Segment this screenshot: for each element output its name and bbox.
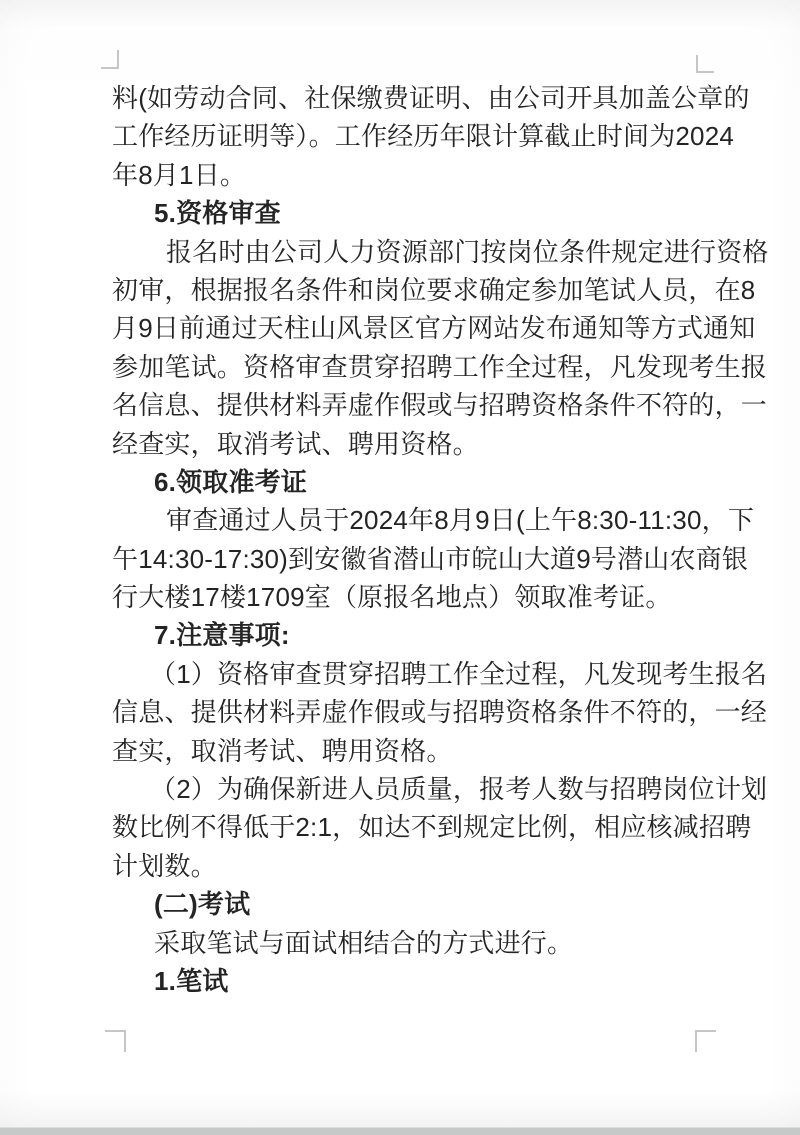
doc-line: 初审，根据报名条件和岗位要求确定参加笔试人员，在8 (112, 274, 756, 305)
doc-line: （1）资格审查贯穿招聘工作全过程，凡发现考生报名 (150, 658, 768, 689)
doc-line: 行大楼17楼1709室（原报名地点）领取准考证。 (112, 582, 672, 613)
document-text (112, 79, 769, 1000)
doc-line: （2）为确保新进人员质量，报考人数与招聘岗位计划 (150, 774, 768, 805)
bottom-edge-bar (0, 1127, 800, 1135)
doc-line: 年8月1日。 (112, 159, 247, 190)
section-heading: 7.注意事项: (154, 620, 290, 651)
doc-line: 查实，取消考试、聘用资格。 (112, 735, 453, 766)
page-corner-mark-bottom-right (695, 1030, 716, 1052)
doc-line: 计划数。 (112, 850, 217, 881)
doc-line: 工作经历证明等）。工作经历年限计算截止时间为2024 (112, 121, 735, 152)
doc-line: 数比例不得低于2:1，如达不到规定比例，相应核减招聘 (112, 812, 752, 843)
page-corner-mark-top-right (696, 55, 714, 73)
doc-line: 信息、提供材料弄虚作假或与招聘资格条件不符的，一经 (112, 697, 768, 728)
doc-line: 报名时由公司人力资源部门按岗位条件规定进行资格 (166, 236, 769, 267)
section-heading: 1.笔试 (154, 965, 229, 996)
doc-line: 料(如劳动合同、社保缴费证明、由公司开具加盖公章的 (112, 83, 750, 113)
doc-line: 采取笔试与面试相结合的方式进行。 (154, 927, 574, 958)
section-heading: (二)考试 (154, 889, 251, 920)
page-corner-mark-top-left (101, 50, 119, 69)
doc-line: 经查实，取消考试、聘用资格。 (112, 428, 479, 459)
doc-line: 审查通过人员于2024年8月9日(上午8:30-11:30，下 (166, 505, 755, 536)
doc-line: 午14:30-17:30)到安徽省潜山市皖山大道9号潜山农商银 (112, 543, 749, 574)
doc-line: 名信息、提供材料弄虚作假或与招聘资格条件不符的，一 (112, 390, 768, 421)
doc-line: 月9日前通过天柱山风景区官方网站发布通知等方式通知 (112, 313, 756, 344)
page-corner-mark-bottom-left (105, 1030, 126, 1052)
doc-line: 参加笔试。资格审查贯穿招聘工作全过程，凡发现考生报 (112, 351, 768, 382)
section-heading: 6.领取准考证 (154, 466, 308, 497)
section-heading: 5.资格审查 (154, 198, 281, 229)
